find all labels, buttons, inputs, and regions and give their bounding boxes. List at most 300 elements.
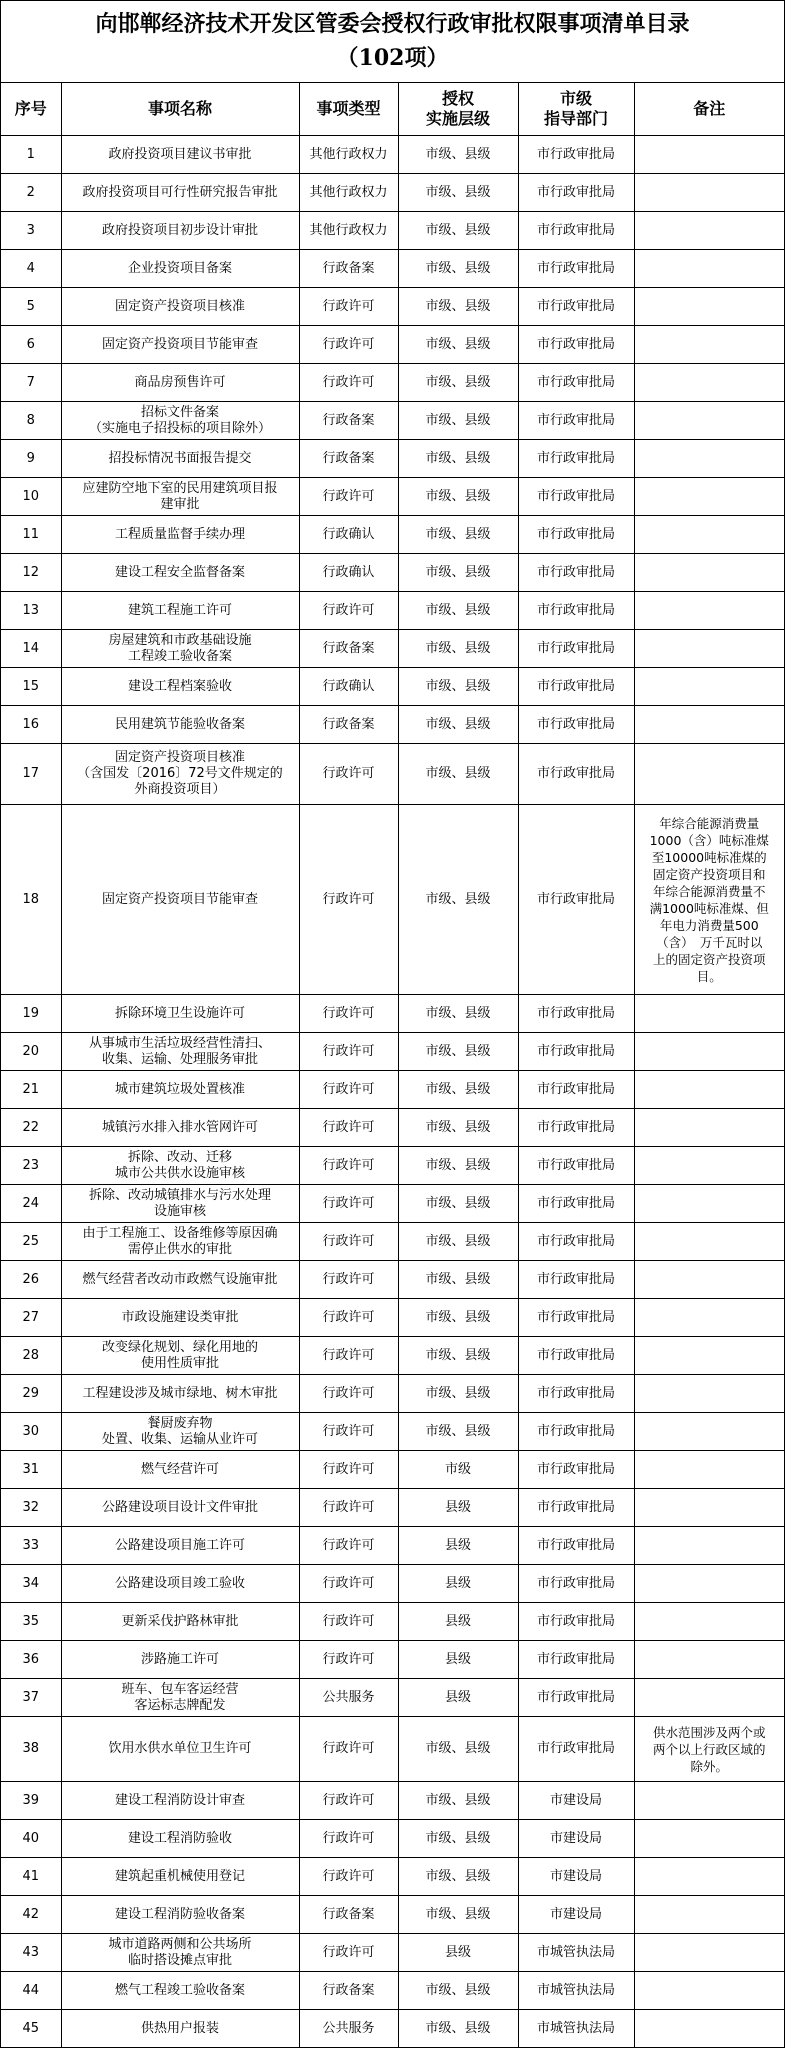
item-name-line: 临时搭设摊点审批 (127, 1952, 232, 1968)
row-number: 20 (1, 1033, 61, 1071)
remarks (634, 1109, 784, 1147)
implementation-level: 市级、县级 (398, 805, 518, 995)
item-name (61, 174, 299, 212)
remarks (634, 326, 784, 364)
item-name-line: 饮用水供水单位卫生许可 (108, 1741, 252, 1756)
header-no: 序号 (1, 83, 61, 136)
item-type: 行政备案 (299, 440, 398, 478)
item-type: 行政许可 (299, 1782, 398, 1820)
implementation-level: 市级、县级 (398, 1375, 518, 1413)
implementation-level: 市级、县级 (398, 402, 518, 440)
item-type: 行政许可 (299, 1717, 398, 1782)
row-number: 30 (1, 1413, 61, 1451)
remarks (634, 516, 784, 554)
item-name (61, 1147, 299, 1185)
implementation-level: 市级、县级 (398, 440, 518, 478)
guiding-department: 市行政审批局 (518, 1109, 634, 1147)
row-number: 3 (1, 212, 61, 250)
guiding-department: 市行政审批局 (518, 1337, 634, 1375)
row-number: 19 (1, 995, 61, 1033)
item-type: 行政许可 (299, 805, 398, 995)
table-row (1, 1147, 784, 1185)
item-name-line: 燃气工程竣工验收备案 (114, 1982, 245, 1998)
guiding-department: 市行政审批局 (518, 1565, 634, 1603)
implementation-level: 市级、县级 (398, 1109, 518, 1147)
remarks (634, 1527, 784, 1565)
table-row (1, 364, 784, 402)
item-name-line: 建设工程消防验收备案 (114, 1906, 245, 1922)
row-number: 27 (1, 1299, 61, 1337)
table-row (1, 1489, 784, 1527)
item-type: 行政许可 (299, 1603, 398, 1641)
item-name-line: 房屋建筑和市政基础设施 (108, 632, 252, 648)
row-number: 13 (1, 592, 61, 630)
remarks (634, 1858, 784, 1896)
guiding-department: 市行政审批局 (518, 1641, 634, 1679)
header-dept-line-1: 市级 (559, 89, 592, 108)
remarks-line: 满1000吨标准煤、但 (649, 900, 769, 916)
item-name (61, 136, 299, 174)
item-type: 行政许可 (299, 1033, 398, 1071)
row-number: 28 (1, 1337, 61, 1375)
remarks (634, 136, 784, 174)
item-name-line: 企业投资项目备案 (127, 260, 232, 276)
item-name (61, 668, 299, 706)
guiding-department: 市行政审批局 (518, 630, 634, 668)
remarks (634, 1071, 784, 1109)
item-name-line: 需停止供水的审批 (127, 1241, 232, 1257)
item-name (61, 1641, 299, 1679)
item-name (61, 1185, 299, 1223)
table-row (1, 1375, 784, 1413)
item-type: 行政许可 (299, 744, 398, 805)
item-name (61, 1820, 299, 1858)
row-number: 8 (1, 402, 61, 440)
table-row (1, 174, 784, 212)
header-level (398, 83, 518, 136)
implementation-level: 市级、县级 (398, 1071, 518, 1109)
item-name-line: 拆除、改动、迁移 (127, 1149, 232, 1165)
guiding-department: 市行政审批局 (518, 1451, 634, 1489)
item-type: 行政确认 (299, 668, 398, 706)
remarks (634, 1603, 784, 1641)
table-row (1, 995, 784, 1033)
row-number: 14 (1, 630, 61, 668)
guiding-department: 市行政审批局 (518, 1527, 634, 1565)
implementation-level: 市级、县级 (398, 554, 518, 592)
item-name-line: 建设工程消防验收 (127, 1830, 232, 1846)
item-name-line: 城市建筑垃圾处置核准 (114, 1081, 245, 1097)
table-row (1, 1972, 784, 2010)
implementation-level: 县级 (398, 1603, 518, 1641)
table-row (1, 402, 784, 440)
table-row (1, 554, 784, 592)
item-name (61, 554, 299, 592)
remarks (634, 1261, 784, 1299)
item-name-line: 建筑工程施工许可 (127, 602, 232, 618)
implementation-level: 市级、县级 (398, 2010, 518, 2048)
title-line-2: （102项） (336, 45, 449, 71)
item-name-line: 工程质量监督手续办理 (114, 526, 245, 542)
guiding-department: 市城管执法局 (518, 1934, 634, 1972)
table-row (1, 744, 784, 805)
item-name (61, 2010, 299, 2048)
item-name (61, 630, 299, 668)
item-name-line: 餐厨废弃物 (147, 1415, 213, 1431)
item-name (61, 1109, 299, 1147)
implementation-level: 市级、县级 (398, 1185, 518, 1223)
row-number: 7 (1, 364, 61, 402)
implementation-level: 县级 (398, 1641, 518, 1679)
guiding-department: 市建设局 (518, 1896, 634, 1934)
remarks (634, 1565, 784, 1603)
item-name-line: 改变绿化规划、绿化用地的 (101, 1339, 258, 1355)
remarks (634, 630, 784, 668)
remarks-line: 年综合能源消费量不 (652, 883, 766, 899)
row-number: 25 (1, 1223, 61, 1261)
row-number: 35 (1, 1603, 61, 1641)
remarks-line: （含） 万千瓦时以 (656, 934, 763, 950)
remarks (634, 174, 784, 212)
row-number: 4 (1, 250, 61, 288)
guiding-department: 市行政审批局 (518, 212, 634, 250)
remarks (634, 1299, 784, 1337)
header-level-line-2: 实施层级 (425, 109, 490, 128)
table-header-row (1, 83, 784, 136)
implementation-level: 市级、县级 (398, 364, 518, 402)
remarks (634, 1641, 784, 1679)
row-number: 29 (1, 1375, 61, 1413)
guiding-department: 市行政审批局 (518, 478, 634, 516)
row-number: 44 (1, 1972, 61, 2010)
item-name-line: 班车、包车客运经营 (121, 1681, 239, 1697)
row-number: 33 (1, 1527, 61, 1565)
row-number: 11 (1, 516, 61, 554)
item-name-line: 应建防空地下室的民用建筑项目报 (82, 480, 278, 496)
table-row (1, 1820, 784, 1858)
item-name (61, 326, 299, 364)
remarks (634, 1782, 784, 1820)
remarks-line: 1000（含）吨标准煤 (649, 832, 769, 848)
implementation-level: 市级、县级 (398, 706, 518, 744)
guiding-department: 市行政审批局 (518, 1147, 634, 1185)
table-row (1, 1641, 784, 1679)
remarks (634, 478, 784, 516)
row-number: 16 (1, 706, 61, 744)
row-number: 12 (1, 554, 61, 592)
table-row (1, 1109, 784, 1147)
row-number: 31 (1, 1451, 61, 1489)
item-name-line: （含国发〔2016〕72号文件规定的 (77, 766, 283, 781)
row-number: 9 (1, 440, 61, 478)
item-name (61, 1603, 299, 1641)
row-number: 5 (1, 288, 61, 326)
item-name-line: 工程竣工验收备案 (127, 648, 232, 664)
remarks-line: 供水范围涉及两个或 (652, 1724, 766, 1740)
item-type: 行政许可 (299, 288, 398, 326)
item-name-line: 建筑起重机械使用登记 (114, 1868, 245, 1884)
row-number: 26 (1, 1261, 61, 1299)
guiding-department: 市行政审批局 (518, 1223, 634, 1261)
implementation-level: 市级、县级 (398, 1299, 518, 1337)
guiding-department: 市行政审批局 (518, 326, 634, 364)
table-row (1, 1033, 784, 1071)
item-name (61, 1375, 299, 1413)
implementation-level: 市级、县级 (398, 744, 518, 805)
guiding-department: 市行政审批局 (518, 1071, 634, 1109)
remarks (634, 1185, 784, 1223)
remarks-line: 目。 (696, 968, 722, 984)
item-name (61, 1896, 299, 1934)
item-name-line: （实施电子招投标的项目除外） (88, 420, 271, 436)
table-row (1, 1451, 784, 1489)
item-type: 行政许可 (299, 478, 398, 516)
guiding-department: 市行政审批局 (518, 1603, 634, 1641)
item-name-line: 建设工程安全监督备案 (114, 564, 245, 580)
item-type: 行政许可 (299, 326, 398, 364)
table-row (1, 1337, 784, 1375)
item-name (61, 440, 299, 478)
item-type: 行政许可 (299, 1071, 398, 1109)
remarks (634, 1679, 784, 1717)
row-number: 18 (1, 805, 61, 995)
header-type: 事项类型 (299, 83, 398, 136)
implementation-level: 市级、县级 (398, 288, 518, 326)
item-name-line: 外商投资项目） (134, 782, 226, 797)
row-number: 45 (1, 2010, 61, 2048)
row-number: 36 (1, 1641, 61, 1679)
item-name-line: 由于工程施工、设备维修等原因确 (82, 1225, 278, 1241)
item-type: 行政许可 (299, 995, 398, 1033)
item-name (61, 288, 299, 326)
implementation-level: 市级、县级 (398, 212, 518, 250)
item-name (61, 1071, 299, 1109)
table-body (1, 136, 784, 2048)
item-name-line: 城镇污水排入排水管网许可 (101, 1119, 258, 1135)
guiding-department: 市行政审批局 (518, 1413, 634, 1451)
row-number: 1 (1, 136, 61, 174)
guiding-department: 市行政审批局 (518, 402, 634, 440)
item-name-line: 固定资产投资项目核准 (114, 298, 245, 314)
table-row (1, 1717, 784, 1782)
guiding-department: 市行政审批局 (518, 1679, 634, 1717)
implementation-level: 市级、县级 (398, 630, 518, 668)
item-type: 行政许可 (299, 1299, 398, 1337)
item-type: 其他行政权力 (299, 174, 398, 212)
remarks (634, 668, 784, 706)
item-name-line: 使用性质审批 (140, 1355, 219, 1371)
item-name (61, 516, 299, 554)
table-row (1, 250, 784, 288)
guiding-department: 市行政审批局 (518, 440, 634, 478)
item-name (61, 1782, 299, 1820)
implementation-level: 市级、县级 (398, 668, 518, 706)
header-dept-line-2: 指导部门 (543, 109, 608, 128)
remarks (634, 440, 784, 478)
item-type: 行政确认 (299, 516, 398, 554)
item-name-line: 公路建设项目施工许可 (114, 1537, 245, 1553)
item-name-line: 从事城市生活垃圾经营性清扫、 (88, 1035, 271, 1051)
table-row (1, 1858, 784, 1896)
document-title (1, 1, 784, 83)
item-name (61, 364, 299, 402)
remarks (634, 1223, 784, 1261)
table-row (1, 1896, 784, 1934)
item-type: 行政许可 (299, 1185, 398, 1223)
row-number: 37 (1, 1679, 61, 1717)
remarks (634, 1896, 784, 1934)
item-name-line: 固定资产投资项目节能审查 (101, 891, 258, 907)
item-type: 行政备案 (299, 1972, 398, 2010)
item-type: 公共服务 (299, 1679, 398, 1717)
row-number: 34 (1, 1565, 61, 1603)
row-number: 24 (1, 1185, 61, 1223)
item-name (61, 1033, 299, 1071)
item-type: 行政备案 (299, 1896, 398, 1934)
item-name-line: 建设工程消防设计审查 (114, 1792, 245, 1808)
row-number: 41 (1, 1858, 61, 1896)
implementation-level: 市级、县级 (398, 1820, 518, 1858)
item-type: 行政备案 (299, 706, 398, 744)
item-name (61, 1527, 299, 1565)
implementation-level: 市级、县级 (398, 1261, 518, 1299)
row-number: 15 (1, 668, 61, 706)
item-name-line: 设施审核 (153, 1203, 206, 1219)
table-row (1, 592, 784, 630)
item-type: 行政许可 (299, 1489, 398, 1527)
item-name-line: 城市道路两侧和公共场所 (108, 1936, 252, 1952)
item-name (61, 212, 299, 250)
item-name-line: 收集、运输、处理服务审批 (101, 1051, 258, 1067)
row-number: 42 (1, 1896, 61, 1934)
remarks (634, 364, 784, 402)
table-row (1, 1565, 784, 1603)
item-name-line: 固定资产投资项目节能审查 (101, 336, 258, 352)
item-type: 行政许可 (299, 1527, 398, 1565)
item-name-line: 城市公共供水设施审核 (114, 1165, 245, 1181)
title-line-1: 向邯郸经济技术开发区管委会授权行政审批权限事项清单目录 (95, 11, 690, 37)
guiding-department: 市行政审批局 (518, 1033, 634, 1071)
item-type: 其他行政权力 (299, 136, 398, 174)
item-name-line: 客运标志牌配发 (134, 1697, 226, 1713)
remarks-line: 年综合能源消费量 (659, 815, 760, 831)
item-type: 行政许可 (299, 1565, 398, 1603)
remarks (634, 1147, 784, 1185)
guiding-department: 市行政审批局 (518, 995, 634, 1033)
guiding-department: 市行政审批局 (518, 1261, 634, 1299)
implementation-level: 县级 (398, 1565, 518, 1603)
item-name (61, 402, 299, 440)
item-name-line: 政府投资项目初步设计审批 (101, 222, 258, 238)
header-dept (518, 83, 634, 136)
table-row (1, 1782, 784, 1820)
row-number: 17 (1, 744, 61, 805)
table-row (1, 805, 784, 995)
row-number: 38 (1, 1717, 61, 1782)
row-number: 40 (1, 1820, 61, 1858)
item-name-line: 民用建筑节能验收备案 (114, 716, 245, 732)
guiding-department: 市行政审批局 (518, 174, 634, 212)
remarks (634, 1489, 784, 1527)
remarks (634, 744, 784, 805)
item-name-line: 公路建设项目竣工验收 (114, 1575, 245, 1591)
row-number: 10 (1, 478, 61, 516)
row-number: 6 (1, 326, 61, 364)
row-number: 32 (1, 1489, 61, 1527)
item-type: 其他行政权力 (299, 212, 398, 250)
table-row (1, 478, 784, 516)
remarks (634, 1375, 784, 1413)
guiding-department: 市行政审批局 (518, 136, 634, 174)
remarks (634, 1451, 784, 1489)
table-row (1, 326, 784, 364)
remarks-line: 除外。 (690, 1758, 728, 1774)
item-type: 行政许可 (299, 1375, 398, 1413)
item-name-line: 商品房预售许可 (134, 374, 226, 390)
guiding-department: 市行政审批局 (518, 288, 634, 326)
guiding-department: 市建设局 (518, 1858, 634, 1896)
row-number: 43 (1, 1934, 61, 1972)
item-name-line: 工程建设涉及城市绿地、树木审批 (82, 1385, 278, 1401)
implementation-level: 县级 (398, 1489, 518, 1527)
table-row (1, 1679, 784, 1717)
guiding-department: 市城管执法局 (518, 2010, 634, 2048)
implementation-level: 市级、县级 (398, 1972, 518, 2010)
remarks-line: 两个以上行政区域的 (652, 1741, 766, 1757)
item-name (61, 1337, 299, 1375)
header-level-line-1: 授权 (441, 89, 474, 108)
table-row (1, 212, 784, 250)
implementation-level: 市级、县级 (398, 1896, 518, 1934)
item-name (61, 1489, 299, 1527)
item-type: 行政备案 (299, 630, 398, 668)
implementation-level: 市级、县级 (398, 1337, 518, 1375)
implementation-level: 县级 (398, 1934, 518, 1972)
item-name-line: 政府投资项目建议书审批 (108, 146, 252, 162)
table-row (1, 1223, 784, 1261)
implementation-level: 县级 (398, 1527, 518, 1565)
item-name-line: 招投标情况书面报告提交 (108, 450, 252, 466)
guiding-department: 市行政审批局 (518, 1717, 634, 1782)
item-type: 行政许可 (299, 1641, 398, 1679)
remarks-line: 至10000吨标准煤的 (651, 849, 767, 865)
table-row (1, 288, 784, 326)
remarks (634, 250, 784, 288)
row-number: 2 (1, 174, 61, 212)
implementation-level: 县级 (398, 1679, 518, 1717)
item-type: 行政许可 (299, 1451, 398, 1489)
implementation-level: 市级、县级 (398, 995, 518, 1033)
remarks (634, 1413, 784, 1451)
implementation-level: 市级、县级 (398, 1033, 518, 1071)
implementation-level: 市级、县级 (398, 326, 518, 364)
item-type: 行政许可 (299, 364, 398, 402)
table-row (1, 630, 784, 668)
item-name (61, 1858, 299, 1896)
table-row (1, 1185, 784, 1223)
item-type: 行政许可 (299, 1147, 398, 1185)
item-type: 行政备案 (299, 250, 398, 288)
remarks (634, 995, 784, 1033)
guiding-department: 市城管执法局 (518, 1972, 634, 2010)
row-number: 23 (1, 1147, 61, 1185)
item-name (61, 1565, 299, 1603)
item-name-line: 处置、收集、运输从业许可 (101, 1431, 258, 1447)
remarks (634, 1717, 784, 1782)
guiding-department: 市行政审批局 (518, 668, 634, 706)
implementation-level: 市级、县级 (398, 1223, 518, 1261)
table-row (1, 440, 784, 478)
